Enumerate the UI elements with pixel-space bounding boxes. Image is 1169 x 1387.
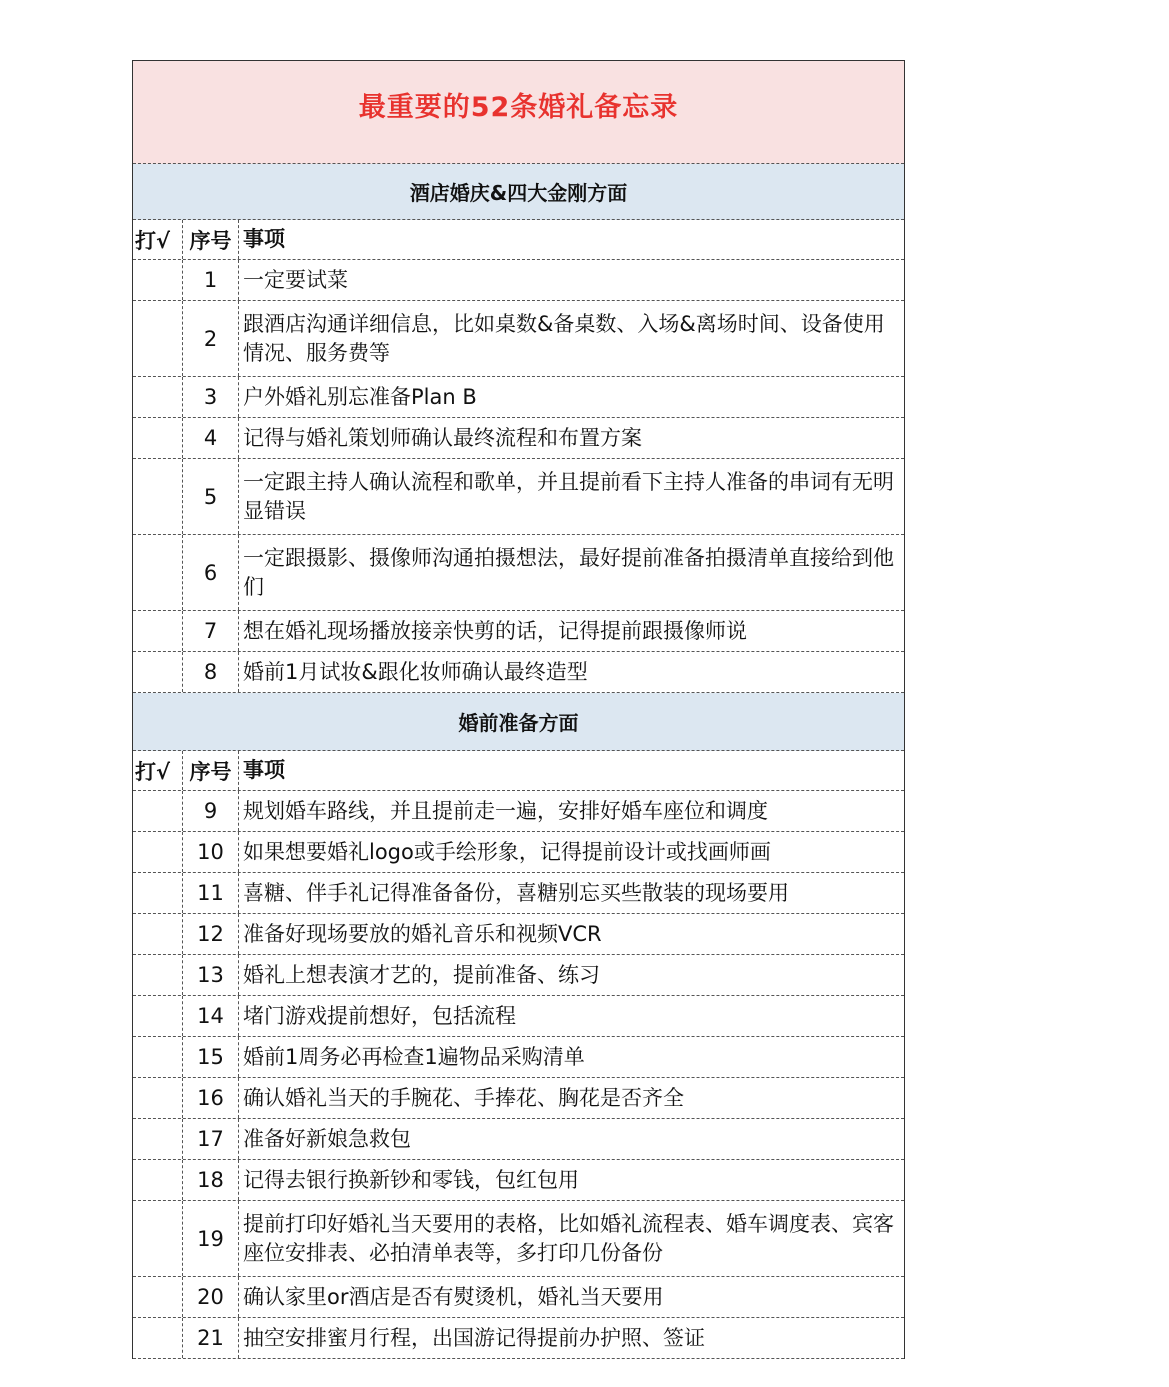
row-item-text: 一定要试菜 [243, 267, 348, 292]
row-item-text: 堵门游戏提前想好，包括流程 [243, 1003, 516, 1028]
row-item-text: 提前打印好婚礼当天要用的表格，比如婚礼流程表、婚车调度表、宾客座位安排表、必拍清单表等，多打印几份备份 [243, 1211, 894, 1265]
column-header-item: 事项 [243, 758, 285, 782]
row-number: 12 [183, 914, 239, 954]
row-number: 14 [183, 996, 239, 1036]
row-number: 7 [183, 611, 239, 651]
check-cell[interactable] [133, 535, 183, 610]
table-row [133, 1119, 904, 1160]
table-row [133, 1318, 904, 1359]
table-row [133, 418, 904, 459]
row-number: 15 [183, 1037, 239, 1077]
row-number: 2 [183, 301, 239, 376]
column-header-item: 事项 [243, 227, 285, 251]
table-row [133, 791, 904, 832]
table-row [133, 1277, 904, 1318]
row-number: 10 [183, 832, 239, 872]
row-item-text: 规划婚车路线，并且提前走一遍，安排好婚车座位和调度 [243, 798, 768, 823]
check-cell[interactable] [133, 418, 183, 458]
check-cell[interactable] [133, 652, 183, 692]
check-cell[interactable] [133, 1078, 183, 1118]
table-row [133, 535, 904, 611]
row-number: 11 [183, 873, 239, 913]
check-cell[interactable] [133, 1201, 183, 1276]
check-cell[interactable] [133, 377, 183, 417]
row-number: 20 [183, 1277, 239, 1317]
row-item-text: 如果想要婚礼logo或手绘形象，记得提前设计或找画师画 [243, 839, 771, 864]
check-cell[interactable] [133, 1037, 183, 1077]
check-cell[interactable] [133, 611, 183, 651]
row-item-text: 准备好现场要放的婚礼音乐和视频VCR [243, 921, 602, 946]
table-row [133, 1201, 904, 1277]
table-row [133, 611, 904, 652]
check-cell[interactable] [133, 832, 183, 872]
table-row [133, 652, 904, 693]
row-item-text: 记得与婚礼策划师确认最终流程和布置方案 [243, 425, 642, 450]
row-item-text: 想在婚礼现场播放接亲快剪的话，记得提前跟摄像师说 [243, 618, 747, 643]
check-cell[interactable] [133, 459, 183, 534]
row-item-text: 确认家里or酒店是否有熨烫机，婚礼当天要用 [243, 1284, 664, 1309]
column-header-num: 序号 [183, 751, 239, 790]
check-cell[interactable] [133, 1160, 183, 1200]
check-cell[interactable] [133, 1277, 183, 1317]
row-item-text: 确认婚礼当天的手腕花、手捧花、胸花是否齐全 [243, 1085, 684, 1110]
row-number: 1 [183, 260, 239, 300]
table-row [133, 914, 904, 955]
row-item-text: 婚礼上想表演才艺的，提前准备、练习 [243, 962, 600, 987]
column-header-num: 序号 [183, 220, 239, 259]
row-item-text: 婚前1月试妆&跟化妆师确认最终造型 [243, 659, 588, 684]
column-header-check: 打√ [133, 220, 183, 259]
memo-sheet [132, 60, 905, 1359]
row-item-text: 跟酒店沟通详细信息，比如桌数&备桌数、入场&离场时间、设备使用情况、服务费等 [243, 311, 885, 365]
row-item-text: 准备好新娘急救包 [243, 1126, 411, 1151]
sheet-title: 最重要的52条婚礼备忘录 [358, 92, 679, 123]
table-row [133, 260, 904, 301]
row-number: 4 [183, 418, 239, 458]
table-row [133, 377, 904, 418]
check-cell[interactable] [133, 955, 183, 995]
row-item-text: 喜糖、伴手礼记得准备备份，喜糖别忘买些散装的现场要用 [243, 880, 789, 905]
row-number: 18 [183, 1160, 239, 1200]
row-number: 19 [183, 1201, 239, 1276]
column-header-check: 打√ [133, 751, 183, 790]
table-row [133, 1078, 904, 1119]
table-row [133, 996, 904, 1037]
table-row [133, 873, 904, 914]
table-row [133, 459, 904, 535]
table-row [133, 1160, 904, 1201]
row-item-text: 一定跟摄影、摄像师沟通拍摄想法，最好提前准备拍摄清单直接给到他们 [243, 545, 894, 599]
section-heading: 婚前准备方面 [133, 693, 904, 751]
row-item-text: 婚前1周务必再检查1遍物品采购清单 [243, 1044, 585, 1069]
table-row [133, 832, 904, 873]
check-cell[interactable] [133, 914, 183, 954]
row-number: 21 [183, 1318, 239, 1358]
table-row [133, 1037, 904, 1078]
check-cell[interactable] [133, 260, 183, 300]
row-number: 17 [183, 1119, 239, 1159]
row-item-text: 记得去银行换新钞和零钱，包红包用 [243, 1167, 579, 1192]
check-cell[interactable] [133, 791, 183, 831]
row-item-text: 户外婚礼别忘准备Plan B [243, 384, 477, 409]
column-header-row [133, 220, 904, 260]
row-number: 8 [183, 652, 239, 692]
row-number: 3 [183, 377, 239, 417]
row-item-text: 抽空安排蜜月行程，出国游记得提前办护照、签证 [243, 1325, 705, 1350]
table-row [133, 955, 904, 996]
row-number: 6 [183, 535, 239, 610]
column-header-row [133, 751, 904, 791]
section-heading: 酒店婚庆&四大金刚方面 [133, 164, 904, 220]
check-cell[interactable] [133, 996, 183, 1036]
row-number: 9 [183, 791, 239, 831]
table-row [133, 301, 904, 377]
check-cell[interactable] [133, 1119, 183, 1159]
check-cell[interactable] [133, 1318, 183, 1358]
row-number: 13 [183, 955, 239, 995]
row-number: 5 [183, 459, 239, 534]
title-row [133, 61, 904, 164]
check-cell[interactable] [133, 873, 183, 913]
row-item-text: 一定跟主持人确认流程和歌单，并且提前看下主持人准备的串词有无明显错误 [243, 469, 894, 523]
check-cell[interactable] [133, 301, 183, 376]
row-number: 16 [183, 1078, 239, 1118]
